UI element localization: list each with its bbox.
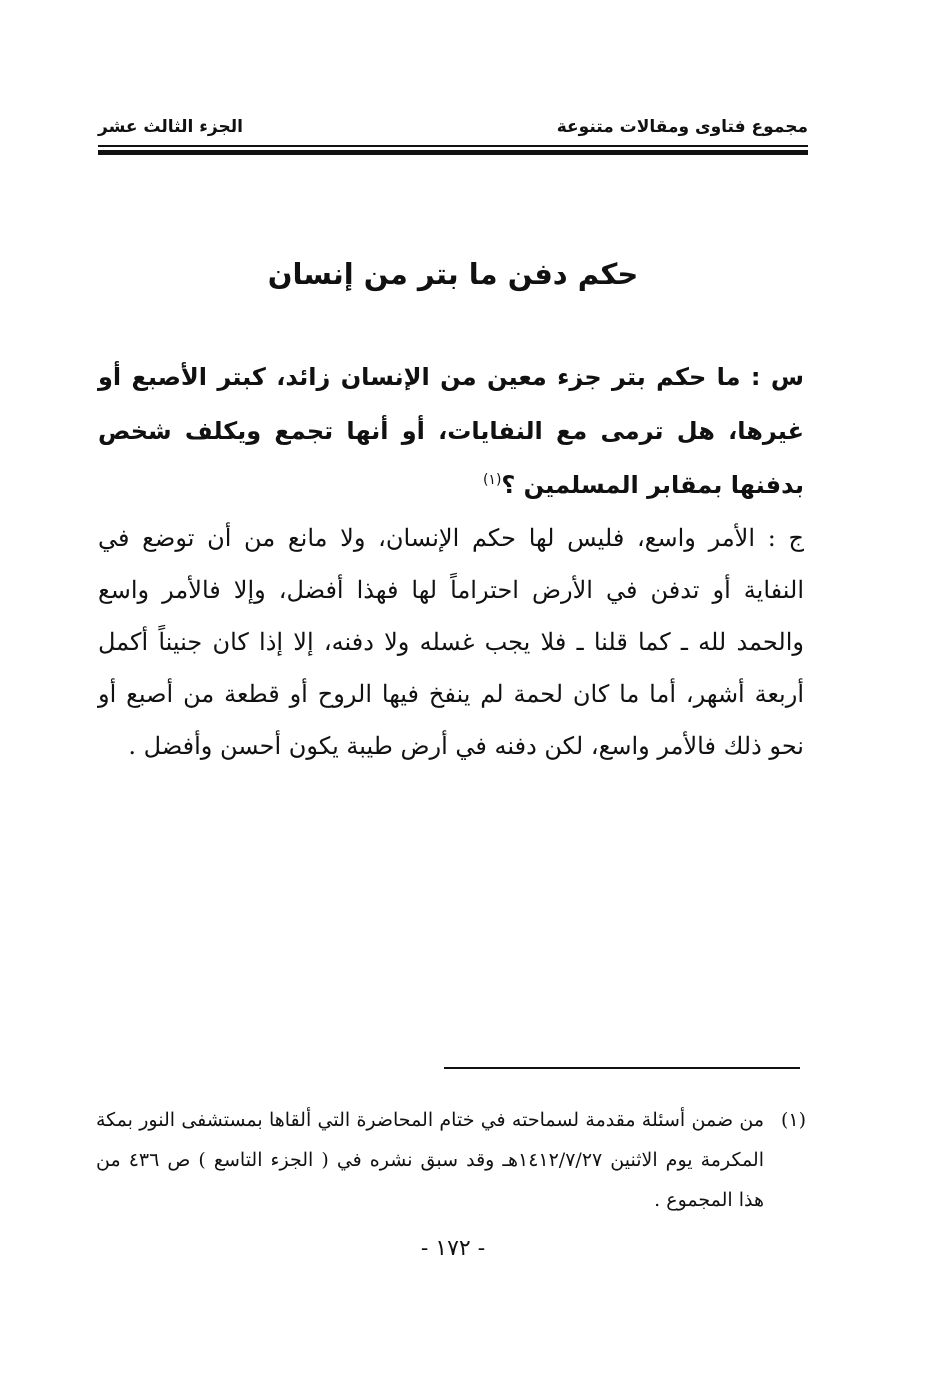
header-rule-thick bbox=[98, 150, 808, 155]
fatwa-title: حكم دفن ما بتر من إنسان bbox=[267, 257, 639, 291]
footnote-text: من ضمن أسئلة مقدمة لسماحته في ختام المحاضرة التي ألقاها بمستشفى النور بمكة المكرمة يوم الاثنين ١٤١٢/٧/٢٧هـ وقد سبق نشره في ( الجزء التاسع ) ص ٤٣٦ من هذا المجموع . bbox=[96, 1109, 764, 1211]
footnote-reference[interactable]: (١) bbox=[482, 472, 502, 488]
book-title: مجموع فتاوى ومقالات متنوعة bbox=[556, 117, 808, 137]
footnote-separator bbox=[444, 1067, 800, 1069]
answer-paragraph: ج : الأمر واسع، فليس لها حكم الإنسان، ولا مانع من أن توضع في النفاية أو تدفن في الأرض احتراماً لها فهذا أفضل، وإلا فالأمر واسع والحمد لله ـ كما قلنا ـ فلا يجب غسله ولا دفنه، إلا إذا كان جنيناً أكمل أربعة أشهر، أما ما كان لحمة لم ينفخ فيها الروح أو قطعة من أصبع أو نحو ذلك فالأمر واسع، لكن دفنه في أرض طيبة يكون أحسن وأفضل . bbox=[98, 524, 804, 760]
page-number: - ١٧٢ - bbox=[420, 1236, 486, 1261]
footnote-marker: (١) bbox=[780, 1109, 806, 1131]
running-header bbox=[98, 112, 808, 142]
volume-label: الجزء الثالث عشر bbox=[98, 117, 243, 137]
question-text: س : ما حكم بتر جزء معين من الإنسان زائد، كبتر الأصبع أو غيرها، هل ترمى مع النفايات، أو أنها تجمع ويكلف شخص بدفنها بمقابر المسلمين ؟ bbox=[98, 363, 804, 499]
question-paragraph bbox=[98, 350, 832, 512]
header-rule-thin bbox=[98, 145, 808, 147]
footnote bbox=[96, 1100, 806, 1220]
